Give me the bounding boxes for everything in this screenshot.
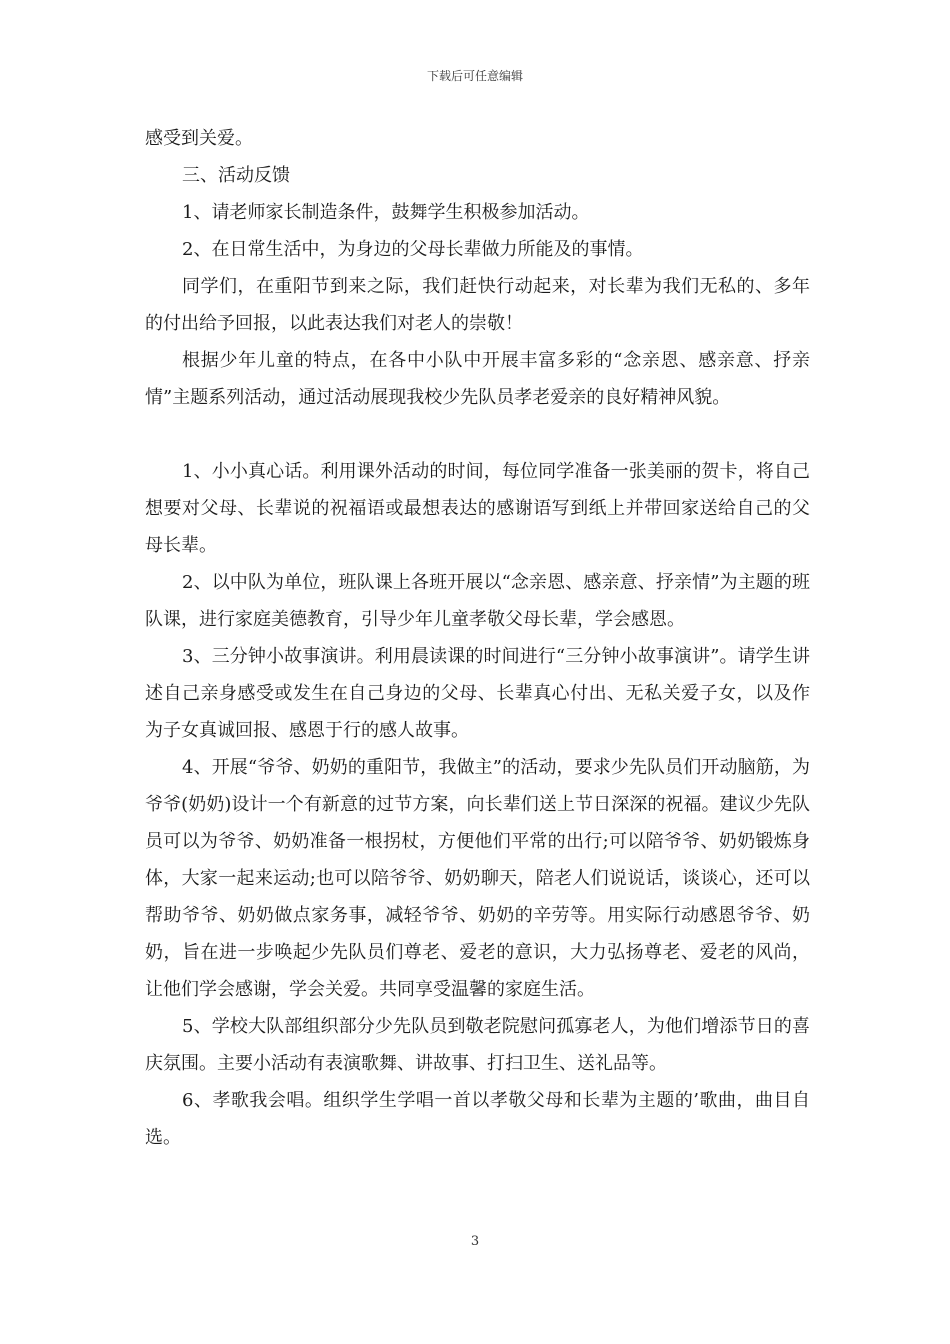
page-header: 下载后可任意编辑 bbox=[426, 69, 523, 83]
paragraph: 2、以中队为单位，班队课上各班开展以“念亲恩、感亲意、抒亲情”为主题的班队课，进行家庭美德教育，引导少年儿童孝敬父母长辈，学会感恩。 bbox=[145, 572, 810, 630]
paragraph: 1、请老师家长制造条件，鼓舞学生积极参加活动。 bbox=[182, 202, 590, 223]
blank-line bbox=[145, 416, 810, 453]
paragraph: 根据少年儿童的特点，在各中小队中开展丰富多彩的“念亲恩、感亲意、抒亲情”主题系列活动，通过活动展现我校少先队员孝老爱亲的良好精神风貌。 bbox=[145, 350, 810, 408]
document-body bbox=[145, 120, 810, 1156]
paragraph: 3、三分钟小故事演讲。利用晨读课的时间进行“三分钟小故事演讲”。请学生讲述自己亲身感受或发生在自己身边的父母、长辈真心付出、无私关爱子女，以及作为子女真诚回报、感恩于行的感人故事。 bbox=[145, 646, 810, 741]
paragraph: 1、小小真心话。利用课外活动的时间，每位同学准备一张美丽的贺卡，将自己想要对父母、长辈说的祝福语或最想表达的感谢语写到纸上并带回家送给自己的父母长辈。 bbox=[145, 461, 810, 556]
paragraph: 5、学校大队部组织部分少先队员到敬老院慰问孤寡老人，为他们增添节日的喜庆氛围。主要小活动有表演歌舞、讲故事、打扫卫生、送礼品等。 bbox=[145, 1016, 810, 1074]
section-heading: 三、活动反馈 bbox=[182, 165, 290, 186]
paragraph: 感受到关爱。 bbox=[145, 128, 253, 149]
paragraph: 4、开展“爷爷、奶奶的重阳节，我做主”的活动，要求少先队员们开动脑筋，为爷爷(奶奶)设计一个有新意的过节方案，向长辈们送上节日深深的祝福。建议少先队员可以为爷爷、奶奶准备一根拐杖，方便他们平常的出行;可以陪爷爷、奶奶锻炼身体，大家一起来运动;也可以陪爷爷、奶奶聊天，陪老人们说说话，谈谈心，还可以帮助爷爷、奶奶做点家务事，减轻爷爷、奶奶的辛劳等。用实际行动感恩爷爷、奶奶，旨在进一步唤起少先队员们尊老、爱老的意识，大力弘扬尊老、爱老的风尚，让他们学会感谢，学会关爱。共同享受温馨的家庭生活。 bbox=[145, 757, 810, 1000]
paragraph: 2、在日常生活中，为身边的父母长辈做力所能及的事情。 bbox=[182, 239, 644, 260]
page-number: 3 bbox=[470, 1234, 480, 1249]
paragraph: 同学们，在重阳节到来之际，我们赶快行动起来，对长辈为我们无私的、多年的付出给予回报，以此表达我们对老人的崇敬！ bbox=[145, 276, 810, 334]
paragraph: 6、孝歌我会唱。组织学生学唱一首以孝敬父母和长辈为主题的’歌曲，曲目自选。 bbox=[145, 1090, 810, 1148]
